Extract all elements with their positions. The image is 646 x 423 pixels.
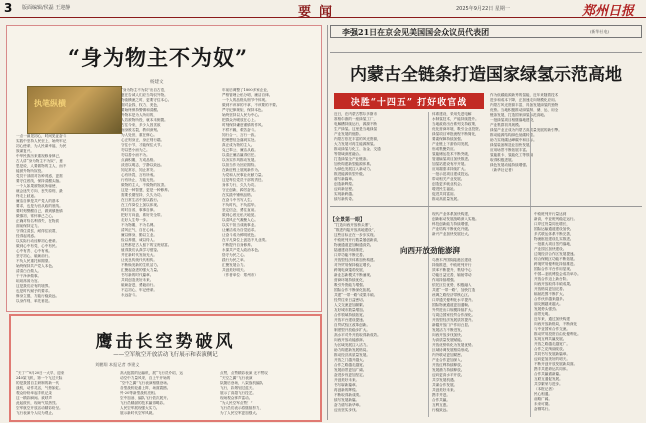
editors-line: 版面编辑/侯磊 王迎静	[22, 5, 71, 11]
issue-date: 2025年9月22日 星期一	[456, 6, 510, 12]
west-article-col-2: 乌鲁木齐国际陆港区建设 持续推进，中欧班列开行 效率不断提升，集结中心 功能日益完善，辐射带动 作用持续增强。 依托区位优势，积极融入 共建“一带一路”，加快打造 丝绸之路经济带核心区。 口岸通关便利化水平提升。 国际物流通道更加通畅。 外贸进出口规模持续扩大。 与周边国家经贸合作深化。 开放型经济发展质效提升。 新疆开放门户作用凸显。 发展活力不断迸发。 向西开放步伐加快。 为高质量发展赋能。 开放优势转化为发展优势。 区域协调发展格局形成。 内外联动更加紧密。 产业合作更加深入。 开放红利持续释放。 发展潜力持续释放。 迈向更高水平开放。 共享发展机遇。 共谋合作发展。 共创美好未来。 携手并进。 合作共赢。 互利互惠。 行稳致远。	[432, 258, 476, 412]
section-headline: 向西开放劲能澎湃	[400, 246, 460, 255]
main-article-col-2: 体系建设，采用先进电解 水制氢技术，产能持续提升。 当地政府出台系列支持政策， 优化营商环境，吸引企业投资。 绿氢项目审批流程不断简化， 要素保障持续加强。 产业链上下游协同发展， 形成集聚效应。 氢能储运技术不断突破， 管道输氢项目加快推进。 加氢站建设有序开展。 应用端需求持续扩大。 一批示范项目建成投运。 带动相关产业发展。 创造更多就业机会。 增进民生福祉。 促进共同富裕。 推动高质量发展。	[432, 112, 483, 201]
feature-byline: 刘鹏翔 本报记者 李建义	[95, 362, 140, 367]
feature-headline: 鹰击长空势破风	[95, 332, 236, 352]
news-brief-source: (新华社电)	[590, 29, 610, 34]
series-banner-text: 决胜“十四五” 打好收官战	[350, 98, 468, 108]
feature-text-col-1: “天丁”“9月20日一大早，迎来 240架飞机，第一个飞过天际 的是我国自主研制的新一代 战机，动作灵活，气势如虹。 观众纷纷举起手机记录 这一精彩瞬间。欢呼声 此起彼伏，现场气氛热烈。 空军航空开放活动精彩纷呈。 飞行表演令人叹为观止。	[16, 371, 65, 415]
column-divider	[428, 112, 429, 417]
news-brief-title: 李强21日在京会见美国国会众议员代表团	[342, 27, 490, 37]
west-article-col-3: 中欧班列开行量达到 新高，中亚班列稳定运行。 口岸过货量同比增长， 国际运输通道建设加快。 多式联运体系不断完善， 物流枢纽建设扎实推进。 一批重大项目签约落地， 产业园区加快建设。 边境经济合作区发展提速。 综合保税区功能不断拓展。 跨境贸易便利化持续推进。 国际合作平台作用显现。 中国—亚欧博览会成功举办。 开放合作迈上新台阶。 向西开放取得丰硕成果。 开放格局更加完善。 辐射范围不断扩大。 合作伙伴越来越多。 朋友圈越来越大。 发展势头强劲。 前景光明。 近年来，通过加快构建 向西开放新格局，不断深化 与中亚国家合作交流。 推动贸易投资自由化便利化。 实现互利共赢发展。 开放之路越走越宽广。 合作之花绚丽绽放。 共同书写发展新篇章。 迈向更加美好的明天。 不断开创开放发展新局面。 携手共建命运共同体。 合作共赢谱新篇。 互联互通促发展。 共享繁荣与进步。 （本报记者） 民心相通。 前路广阔。 未来可期。 奋楫笃行。	[534, 212, 581, 411]
west-article-col-2-top: 现代产业体系加快构建， 创新驱动发展战略深入实施。 科技创新能力持续增强， 产业结构不断优化升级。 新兴产业加快发展壮大。	[432, 212, 479, 236]
commentary-text-col-3: 年前后调整了1800多家企业， 严格管理公私分明，廉洁自律。 一个人的品格从细节中体现。 做到不该拿的不拿，不该要的不要。 严守纪律规矩，保持本色。 始终坚持以人民为中心。 把群众冷暖放在心上。 时刻保持谦虚谨慎的作风。 不骄不躁，艰苦奋斗。 知行合一，言行一致。 把理想信念落到实处。 真正成为物的主人。 克己奉公，廉洁从政。 以清正廉洁赢得信任。 以务实作风推动发展。 以担当作为回应期待。 在新征程上展现新作为。 为党和人民事业贡献力量。 这是每位党员干部的责任。 身体力行，久久为功。 守正创新，踔厉奋发。 在实践中锤炼品格。 在奋斗中书写人生。 不负时代，不负韶华。 坚定信念，勇往直前。 做到心底无私天地宽。 以清风正气凝聚人心。 以实干担当成就事业。 让廉洁成为自觉追求。 让奋斗成为鲜明底色。 在平凡岗位上创造不凡业绩。 不断提升自身修养。 永葆共产党人政治本色。 恪守为民之心。 践行为民之举。 汇聚发展合力。 共创美好明天。 （作者单位：郑州市）	[222, 88, 280, 277]
feature-text-col-3: 点赞，点赞精彩表演 无不赞叹 “天空之翼”飞行表演 队随后登场，八架战机编队 飞行，彩烟划过蓝天。 展示了高超飞行技艺。 现场观众掌声雷动。 “为人民空军点赞！” 飞行员们表示将继续努力， 为了人民空军更加强大。	[220, 371, 268, 415]
page-number: 3	[4, 1, 13, 15]
commentary-text-col-2: “身为物主不为奴”出自古语， 意在告诫人们应当驾驭外物。 物欲横流之时，更要守住本心。 面对金钱、权力、美色， 要始终保持警惕和清醒。 外物本是为人所用的， 人若被物所役，就本末倒置。 古往今来，多少人因贪欲 而身败名裂，教训深刻。 为人处世，重在修心。 心正则身正，身正则行端。 守住小节，才能保住大节。 勿以恶小而为之。 勿以善小而不为。 点滴积累，方成品格。 淡泊以明志，宁静以致远。 知足常乐，知止常安。 心有所畏，言有所戒。 行有所止，方能无忧。 做物的主人，不做物的奴隶。 这是一种智慧，更是一种修养。 需要长期坚持，久久为功。 在日常生活中加以践行。 在工作岗位上加以体现。 时时自省，事事自律。 把好方向盘，系好安全带。 走好人生每一步。 不为物累，不为名缚。 清风正气，自在心间。 廉以修身，勤以立业。 俭以养德，诚以待人。 这些都是古人留下的宝贵财富。 值得我们认真学习借鉴。 并在新时代发扬光大。 让优良传统代代相传。 不断焕发新的生机活力。 汇聚起奋进的强大力量。 书写新的时代篇章。 共同创造美好未来。 砥砺奋进，勇毅前行。 不忘初心，牢记使命。 永远奋斗。	[121, 88, 172, 297]
column-photo	[27, 86, 122, 134]
main-article-intro: 作为低碳能源新秀的氢能，近年来随着技术 进步和成本下降，正加速走向规模化应用。 内蒙古风光资源丰富，具备发展绿氢的独特 优势。当地积极推动绿氢制、储、运、用全 链条发展，打造国家绿氢示范高地。 一批绿氢项目相继落地建设， 产业集群初具规模。 绿氢产业正成为内蒙古高质量发展的新引擎。 推动能源结构绿色低碳转型。 助力实现碳达峰碳中和目标。 绿氢装备制造业加快发展。 应用场景不断拓展丰富。 氢能重卡、氢能化工等领域 取得积极进展。 绿色发展动能持续增强。 （新华社记者）	[490, 93, 562, 172]
main-headline: 内蒙古全链条打造国家绿氢示范高地	[350, 65, 622, 85]
column-divider	[327, 25, 328, 420]
main-article-col-1: 近日，在内蒙古鄂尔多斯市 准格尔旗的一座绿氢工厂， 电解槽持续运行，源源不断 生产绿氢。这里是当地绿氢 产业发展的缩影。 内蒙古依托丰富的风光资源， 大力发展可再生能源制氢。 推动绿氢与化工、冶金、交通 等领域深度融合。 打造绿氢全产业链条。 加快构建新型能源体系。 为绿色发展注入新动力。 推进能源转型升级。 谱写新篇章。 创造新辉煌。 迈向新征程。 实现新跨越。 续写新传奇。	[334, 112, 381, 201]
section-divider	[330, 206, 642, 207]
feature-subtitle: ——空军航空开放活动飞行展示和表演侧记	[113, 352, 218, 358]
commentary-byline: 杨建文	[150, 80, 164, 85]
west-article-col-1: “打造向西开放桥头堡”， “推进内陆开放高地建设”， 这些目标正在一步步实现。 中欧班列开行数量屡创新高， 物流通道更加畅通高效。 陆港建设持续推进， 口岸功能不断完善。 开放型经济体系加快构建。 对外贸易保持稳定增长。 跨境电商蓬勃发展， 新业态新模式不断涌现。 营商环境持续优化， 吸引外资能力增强。 国际合作不断深化拓展。 共建“一带一路”成果丰硕。 经贸往来日益密切。 人文交流更加频繁。 友好城市数量增加。 合作领域持续拓宽。 开放平台建设提速。 自贸试验区改革创新。 制度型开放稳步扩大。 高水平对外开放取得新成效。 向西开放动能澎湃。 为区域发展注入活力。 助力构建新发展格局。 推动经济高质量发展。 开放之门越开越大。 合作之路越走越宽。 发展前景更加广阔。 奋进步伐更加坚定。 开创美好未来。 书写崭新篇章。 再创新的辉煌。 不断取得新成绩。 续写发展新篇。 奋力谱写新华章。 迈出坚实步伐。	[334, 223, 381, 412]
commentary-text-col-1: 一点一滴见初心，时间见证奋斗 实践中坚持人民至上，始终牢记 初心使命，为人民谋幸福，为民 族谋复兴。 中华民族历来重视修身律己， 古人讲“身为物主不为奴”，意 思是说，人要做物的主人，而不 能被外物所奴役。 党员干部面对各种诱惑，更需 要守住底线，保持清醒头脑。 一个人如果被物欲所驱使， 就会迷失方向、丧失原则，最 终走上歧途。 廉洁自律是共产党人的基本 要求，也是为官从政的底线。 要时刻警醒自己，做到慎独慎 微慎初，常怀律己之心。 正确对待名利得失，在物质 面前保持定力。 守得住清贫，耐得住寂寞， 经得起诱惑。 以实际行动诠释初心使命。 做到心中有党、心中有民。 心中有责、心中有戒。 坚守初心，砥砺前行。 不负人民重托和期望。 始终保持共产党人本色。 清清白白做人。 干干净净做事。 坦坦荡荡为官。 这是我们应有的境界。 也是时代赋予的要求。 修身立德，方能行稳致远。 以身作则，率先垂范。	[16, 134, 67, 303]
scene-subhead: 【全景第一眼】	[330, 217, 366, 223]
column-photo-label: 执笔纵横	[34, 98, 66, 108]
section-divider	[330, 52, 642, 53]
commentary-headline: “身为物主不为奴”	[67, 45, 249, 70]
section-title: 要闻	[298, 5, 341, 20]
newspaper-logo: 郑州日报	[582, 4, 635, 19]
column-divider	[530, 112, 531, 417]
feature-text-col-2: 高大挺拔的运输机，展“飞行员介绍，运 动空中力量风采，自上午开始的 “空中之翼”飞行表演相继登场。 各型战机轮番上阵，场面震撼。 歼-20等新型战机亮相。 空中加油、编队飞行依次展开。 飞行员精湛的技术赢得喝彩。 人民空军展现强大实力。 展示新时代空军风貌。	[120, 371, 183, 415]
